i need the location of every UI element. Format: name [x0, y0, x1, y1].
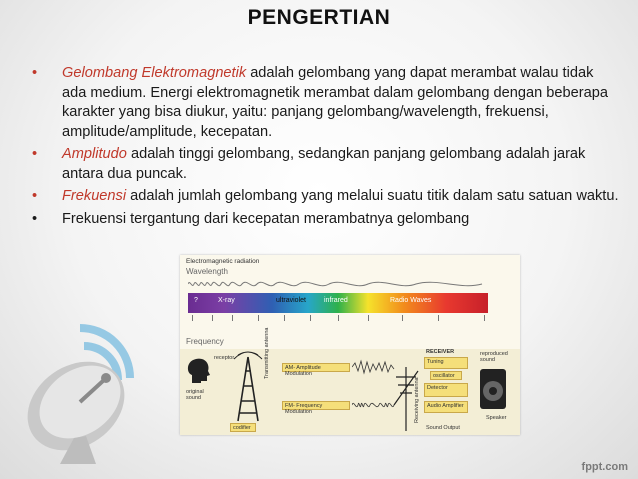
bullet-dot: •	[32, 65, 38, 81]
sound-output-label: Sound Output	[426, 425, 460, 431]
bullet-item	[30, 145, 620, 184]
am-box: AM- Amplitude Modulation	[282, 363, 350, 372]
am-wave-graphic	[352, 359, 396, 375]
tuning-box: Tuning	[424, 357, 468, 369]
satellite-dish-icon	[18, 318, 168, 468]
band-label: infrared	[324, 297, 348, 304]
bullet-text: adalah tinggi gelombang, sedangkan panjang gelombang adalah jarak antara dua puncak.	[62, 146, 586, 182]
bullet-term: Frekuensi	[62, 188, 127, 204]
bullet-text: adalah gelombang yang dapat merambat walau tidak ada medium. Energi elektromagnetik merambat dalam gelombang dengan beberapa karakter yang bisa diukur, yaitu: panjang gelombang/wavelength, frekuensi, amplitude/amplitude, kecepatan.	[62, 65, 608, 140]
audio-amplifier-box: Audio Amplifier	[424, 401, 468, 413]
bullet-item	[30, 187, 620, 207]
bullet-dot: •	[32, 210, 38, 227]
bullet-text: Frekuensi tergantung dari kecepatan merambatnya gelombang	[62, 210, 470, 227]
bullet-text: adalah jumlah gelombang yang melalui suatu titik dalam satu satuan waktu.	[126, 188, 619, 204]
head-icon	[184, 355, 212, 385]
band-label: ?	[194, 297, 198, 304]
wavelength-wave-graphic	[188, 277, 488, 291]
oscillator-box: oscillator	[430, 371, 462, 380]
bullet-term: Amplitudo	[62, 146, 127, 162]
speaker-icon	[476, 367, 510, 413]
transmission-section	[180, 327, 520, 435]
codifier-box: codifier	[230, 423, 256, 432]
speaker-label: Speaker	[486, 415, 507, 421]
bullet-dot: •	[32, 188, 38, 204]
frequency-label: Frequency	[186, 337, 224, 346]
bullet-list	[30, 64, 620, 232]
original-sound-label: original sound	[186, 389, 204, 401]
band-label: ultraviolet	[276, 297, 306, 304]
band-label: Radio Waves	[390, 297, 432, 304]
reproduced-sound-label: reproduced sound	[480, 351, 508, 363]
diagram-header: Electromagnetic radiation	[186, 258, 260, 265]
slide-title: PENGERTIAN	[247, 6, 391, 29]
receptor-label: receptor	[214, 355, 235, 361]
bullet-dot: •	[32, 146, 38, 162]
bullet-term: Gelombang Elektromagnetik	[62, 65, 247, 81]
band-label: X-ray	[218, 297, 235, 304]
transmitting-antenna-label: Transmitting antenna	[264, 327, 270, 379]
detector-box: Detector	[424, 383, 468, 397]
bullet-item	[30, 64, 620, 142]
transmitting-tower-icon	[228, 351, 268, 423]
bullet-item	[30, 210, 620, 230]
receiving-antenna-label: Receiving antenna	[414, 377, 420, 423]
wavelength-label: Wavelength	[186, 267, 228, 276]
em-radiation-diagram	[180, 255, 520, 435]
fm-wave-graphic	[352, 397, 396, 413]
scale-ticks	[188, 315, 488, 337]
watermark: fppt.com	[581, 461, 628, 473]
receiver-label: RECEIVER	[426, 349, 455, 355]
fm-box: FM- Frequency Modulation	[282, 401, 350, 410]
